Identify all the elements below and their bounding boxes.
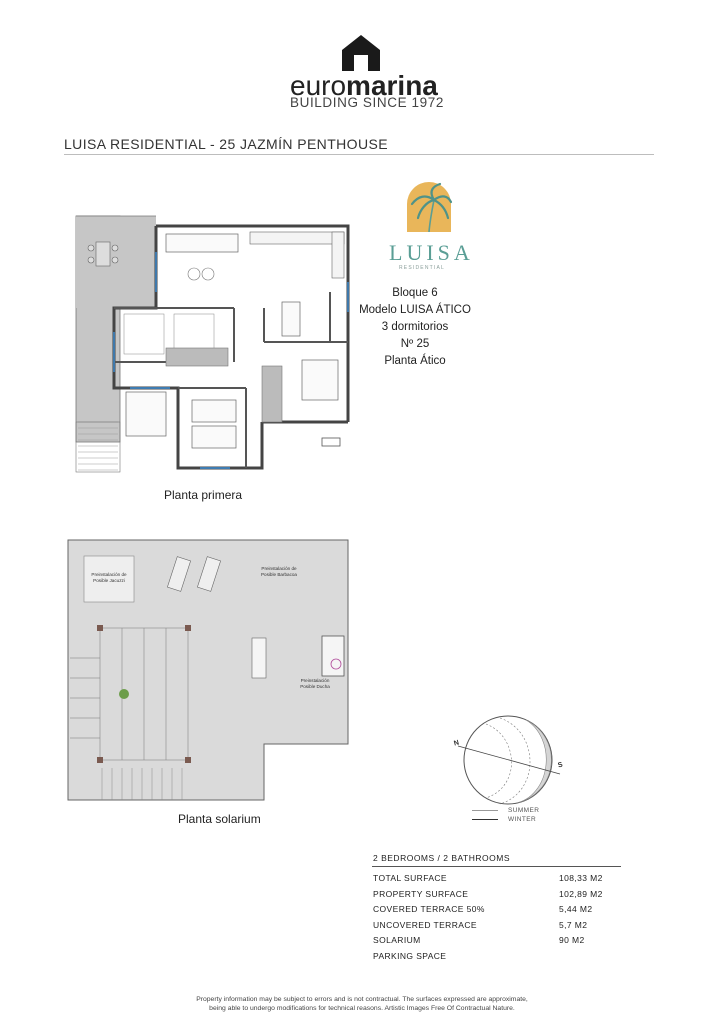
unit-number: Nº 25: [400, 338, 430, 350]
north-label: N: [453, 739, 460, 748]
table-row: TOTAL SURFACE 108,33 M2: [373, 873, 603, 883]
table-row: UNCOVERED TERRACE 5,7 M2: [373, 919, 588, 930]
first-floor-plan: [70, 212, 360, 478]
winter-legend-line: [472, 819, 498, 820]
table-row: PROPERTY SURFACE 102,89 M2: [373, 888, 603, 899]
house-icon: [341, 34, 381, 72]
winter-legend: WINTER: [508, 816, 537, 823]
unit-model: Modelo LUISA ÁTICO: [359, 304, 471, 316]
surfaces-table: [373, 873, 623, 973]
jacuzzi-label: Preinstalación de Posible Jacuzzi: [91, 572, 127, 583]
disclaimer-line-2: being able to undergo modifications for technical reasons. Artistic Images Free Of Contractual Nature.: [209, 1005, 515, 1012]
barbecue-label: Preinstalación de Posible Barbacoa: [260, 566, 297, 577]
luisa-residential-logo: [385, 180, 475, 275]
solarium-plan: [66, 538, 356, 802]
shower-label: Preinstalación Posible Ducha: [300, 678, 330, 689]
unit-floor: Planta Ático: [384, 355, 446, 367]
table-row: COVERED TERRACE 50% 5,44 M2: [373, 904, 593, 914]
brand-wordmark: euromarina: [290, 70, 438, 101]
unit-block: Bloque 6: [392, 287, 438, 299]
south-label: S: [557, 761, 564, 770]
table-row: PARKING SPACE: [373, 950, 447, 961]
table-divider: [372, 866, 621, 867]
brand-logo: [290, 34, 444, 114]
solarium-caption: Planta solarium: [178, 812, 261, 826]
sun-compass: [453, 706, 566, 830]
arch-palm-icon: [404, 180, 454, 232]
summer-legend-line: [472, 810, 498, 811]
unit-info: [340, 285, 490, 370]
table-row: SOLARIUM 90 M2: [373, 935, 585, 945]
summer-legend: SUMMER: [508, 807, 540, 814]
title-divider: [64, 154, 654, 155]
luisa-wordmark: LUISA: [389, 240, 474, 265]
luisa-subtitle: RESIDENTIAL: [399, 265, 445, 271]
bedrooms-bathrooms-heading: 2 BEDROOMS / 2 BATHROOMS: [373, 853, 511, 863]
page-title: LUISA RESIDENTIAL - 25 JAZMÍN PENTHOUSE: [64, 136, 388, 152]
brand-tagline: BUILDING SINCE 1972: [290, 95, 444, 110]
disclaimer-line-1: Property information may be subject to errors and is not contractual. The surfaces expressed are approximate,: [196, 996, 528, 1003]
unit-bedrooms: 3 dormitorios: [381, 321, 449, 333]
sun-path-icon: [456, 706, 566, 816]
disclaimer: [112, 995, 612, 1013]
first-floor-caption: Planta primera: [164, 488, 243, 502]
